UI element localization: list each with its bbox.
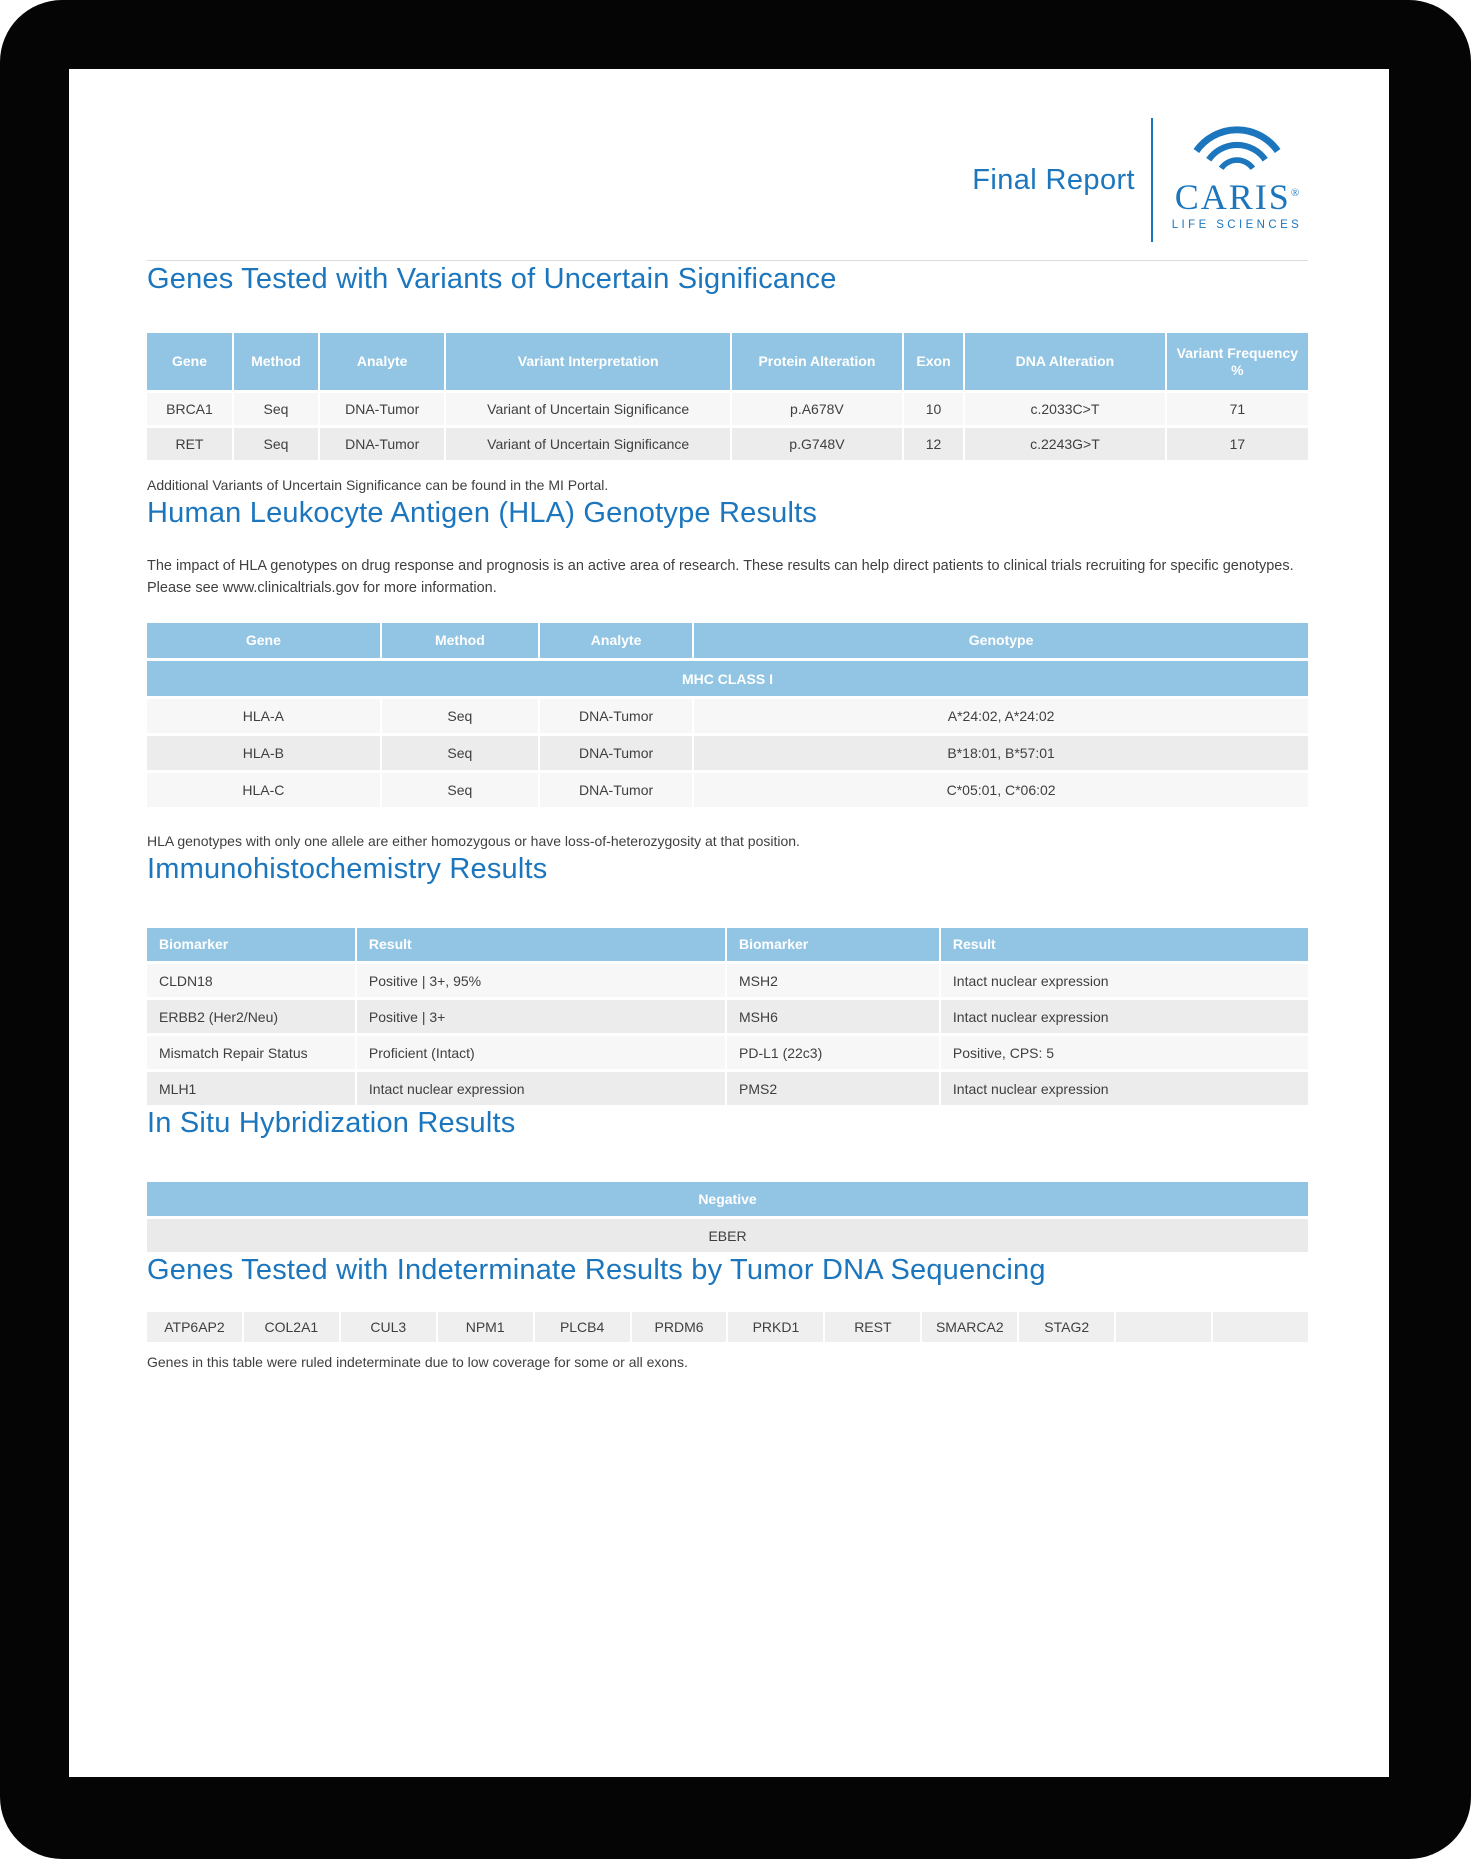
report-header — [147, 114, 1308, 246]
gene-cell: PLCB4 — [535, 1312, 630, 1342]
table-cell: Intact nuclear expression — [941, 1000, 1308, 1033]
table-cell: Seq — [234, 393, 318, 425]
hla-table — [147, 623, 1308, 807]
table-cell: HLA-B — [147, 736, 380, 770]
caris-logo — [1166, 114, 1308, 246]
table-cell: Seq — [382, 736, 538, 770]
brand-tagline: LIFE SCIENCES — [1171, 219, 1303, 231]
report-page — [69, 69, 1389, 1777]
table-cell: DNA-Tumor — [540, 699, 692, 733]
table-cell: ERBB2 (Her2/Neu) — [147, 1000, 355, 1033]
section-title-vus: Genes Tested with Variants of Uncertain Significance — [147, 263, 837, 295]
section-title-ihc: Immunohistochemistry Results — [147, 853, 548, 885]
gene-cell: PRDM6 — [632, 1312, 727, 1342]
page-content — [69, 114, 1389, 1372]
table-cell: c.2243G>T — [965, 428, 1165, 460]
column-header: Analyte — [540, 623, 692, 658]
section-title-ish: In Situ Hybridization Results — [147, 1107, 516, 1139]
table-cell: A*24:02, A*24:02 — [694, 699, 1308, 733]
table-cell: EBER — [147, 1219, 1308, 1252]
table-cell: HLA-C — [147, 773, 380, 807]
hla-footnote: HLA genotypes with only one allele are either homozygous or have loss-of-heterozygosity at that position. — [147, 833, 800, 849]
registered-mark-icon: ® — [1290, 187, 1300, 199]
table-cell: Positive | 3+ — [357, 1000, 725, 1033]
table-cell: 17 — [1167, 428, 1308, 460]
brand-name — [1175, 179, 1299, 215]
gene-cell: COL2A1 — [244, 1312, 339, 1342]
indeterminate-footnote: Genes in this table were ruled indeterminate due to low coverage for some or all exons. — [147, 1354, 688, 1370]
table-cell: RET — [147, 428, 232, 460]
table-cell: Intact nuclear expression — [941, 1072, 1308, 1105]
table-cell: BRCA1 — [147, 393, 232, 425]
section-ihc — [147, 851, 1308, 1105]
gene-cell — [1213, 1312, 1308, 1342]
column-header: DNA Alteration — [965, 333, 1165, 390]
table-cell: CLDN18 — [147, 964, 355, 997]
gene-cell: REST — [825, 1312, 920, 1342]
table-cell: DNA-Tumor — [320, 428, 444, 460]
column-header: Biomarker — [147, 928, 355, 961]
negative-band: Negative — [147, 1182, 1308, 1216]
section-ish — [147, 1105, 1308, 1252]
table-cell: Mismatch Repair Status — [147, 1036, 355, 1069]
column-header: Result — [357, 928, 725, 961]
table-cell: Intact nuclear expression — [941, 964, 1308, 997]
table-cell: 10 — [904, 393, 963, 425]
column-header: Variant Frequency % — [1167, 333, 1308, 390]
table-cell: Proficient (Intact) — [357, 1036, 725, 1069]
column-header: Result — [941, 928, 1308, 961]
table-cell: p.A678V — [732, 393, 902, 425]
mhc-class-band: MHC CLASS I — [147, 661, 1308, 696]
vus-table — [147, 333, 1308, 460]
gene-cell: SMARCA2 — [922, 1312, 1017, 1342]
table-cell: B*18:01, B*57:01 — [694, 736, 1308, 770]
gene-cell: PRKD1 — [728, 1312, 823, 1342]
column-header: Gene — [147, 333, 232, 390]
column-header: Protein Alteration — [732, 333, 902, 390]
table-cell: C*05:01, C*06:02 — [694, 773, 1308, 807]
table-cell: Variant of Uncertain Significance — [446, 393, 730, 425]
section-title-hla: Human Leukocyte Antigen (HLA) Genotype Results — [147, 497, 818, 529]
ish-table — [147, 1182, 1308, 1252]
table-cell: Positive, CPS: 5 — [941, 1036, 1308, 1069]
gene-cell: CUL3 — [341, 1312, 436, 1342]
column-header: Biomarker — [727, 928, 939, 961]
column-header: Method — [234, 333, 318, 390]
table-cell: c.2033C>T — [965, 393, 1165, 425]
ihc-table — [147, 928, 1308, 1105]
caris-arcs-icon — [1167, 114, 1307, 176]
table-cell: DNA-Tumor — [540, 773, 692, 807]
hla-intro: The impact of HLA genotypes on drug response and prognosis is an active area of research. These results can help direct patients to clinical trials recruiting for specific genotypes. Please see www.clinicaltrials.gov for more information. — [147, 558, 1294, 596]
table-cell: PD-L1 (22c3) — [727, 1036, 939, 1069]
report-title: Final Report — [972, 163, 1135, 196]
table-cell: Intact nuclear expression — [357, 1072, 725, 1105]
section-title-indeterminate: Genes Tested with Indeterminate Results by Tumor DNA Sequencing — [147, 1254, 1046, 1286]
section-hla — [147, 495, 1308, 851]
section-indeterminate — [147, 1252, 1308, 1372]
table-cell: Seq — [382, 699, 538, 733]
column-header: Analyte — [320, 333, 444, 390]
table-cell: Seq — [382, 773, 538, 807]
table-cell: MSH6 — [727, 1000, 939, 1033]
brand-text: CARIS — [1174, 177, 1291, 217]
table-cell: DNA-Tumor — [320, 393, 444, 425]
column-header: Genotype — [694, 623, 1308, 658]
gene-cell: STAG2 — [1019, 1312, 1114, 1342]
column-header: Gene — [147, 623, 380, 658]
table-cell: MLH1 — [147, 1072, 355, 1105]
column-header: Method — [382, 623, 538, 658]
table-cell: 12 — [904, 428, 963, 460]
section-vus — [147, 261, 1308, 495]
table-cell: 71 — [1167, 393, 1308, 425]
gene-cell: ATP6AP2 — [147, 1312, 242, 1342]
table-cell: Seq — [234, 428, 318, 460]
table-cell: Positive | 3+, 95% — [357, 964, 725, 997]
column-header: Variant Interpretation — [446, 333, 730, 390]
table-cell: DNA-Tumor — [540, 736, 692, 770]
table-cell: HLA-A — [147, 699, 380, 733]
gene-cell: NPM1 — [438, 1312, 533, 1342]
table-cell: p.G748V — [732, 428, 902, 460]
table-cell: MSH2 — [727, 964, 939, 997]
genes-table — [147, 1312, 1308, 1342]
gene-cell — [1116, 1312, 1211, 1342]
header-divider — [1151, 118, 1153, 242]
table-cell: Variant of Uncertain Significance — [446, 428, 730, 460]
table-cell: PMS2 — [727, 1072, 939, 1105]
column-header: Exon — [904, 333, 963, 390]
vus-footnote: Additional Variants of Uncertain Significance can be found in the MI Portal. — [147, 477, 609, 493]
